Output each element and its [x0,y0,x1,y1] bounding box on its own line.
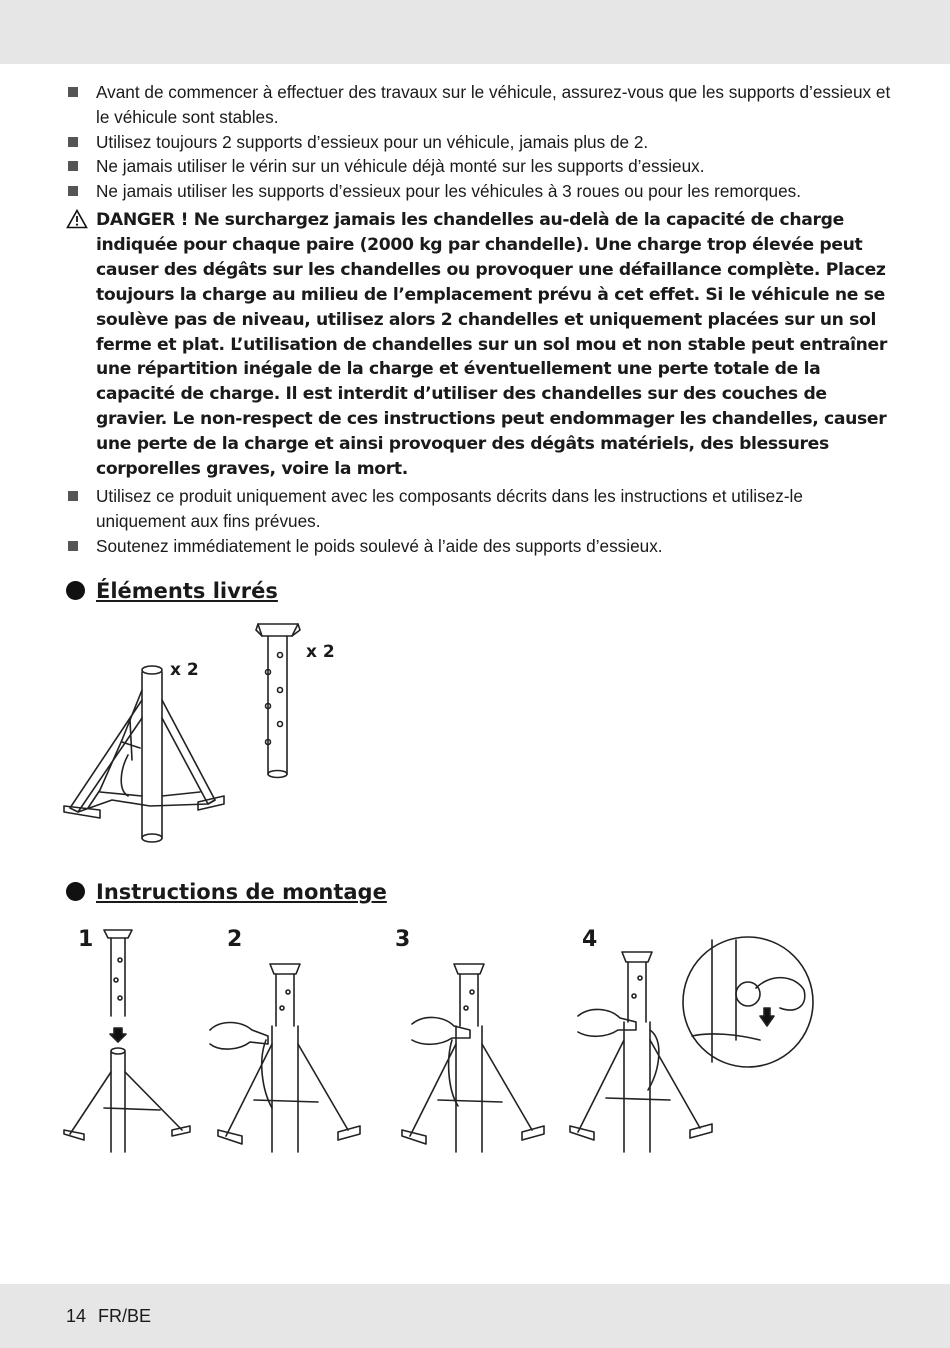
list-item: Ne jamais utiliser les supports d’essieux pour les véhicules à 3 roues ou pour les remorques. [66,179,896,204]
step-number-3: 3 [395,927,411,952]
list-item: Soutenez immédiatement le poids soulevé à l’aide des supports d’essieux. [66,534,896,559]
step-number-4: 4 [582,927,598,952]
list-item: Utilisez toujours 2 supports d’essieux pour un véhicule, jamais plus de 2. [66,130,896,155]
page-number: 14 [66,1306,87,1326]
section-title-assembly: Instructions de montage [66,880,387,904]
step-1-illustration [64,930,190,1152]
axle-stand-base-illustration [64,666,224,842]
column-quantity: x 2 [306,642,335,662]
danger-warning: DANGER ! Ne surchargez jamais les chandelles au-delà de la capacité de charge indiquée pour chaque paire (2000 kg par chandelle). Une charge trop élevée peut causer des dégâts sur les chandelles ou provoquer une défaillance complète. Placez toujours la charge au milieu de l’emplacement prévu à cet effet. Si le véhicule ne se soulève pas de niveau, utilisez alors 2 chandelles et uniquement placées sur un sol ferme et plat. L’utilisation de chandelles sur un sol mou et non stable peut entraîner une répartition inégale de la charge et éventuellement une perte totale de la capacité de charge. Il est interdit d’utiliser des chandelles sur des couches de gravier. Le non-respect de ces instructions peut endommager les chandelles, causer une perte de la charge et ainsi provoquer des dégâts matériels, des blessures corporelles graves, voire la mort. [66,208,896,482]
step-2-illustration [210,964,360,1152]
section-title-delivered: Éléments livrés [66,579,278,603]
step-number-1: 1 [78,927,94,952]
list-item: Avant de commencer à effectuer des travaux sur le véhicule, assurez-vous que les supports d’essieux et le véhicule sont stables. [66,80,896,130]
column-illustration [256,624,300,778]
page-footer [66,1306,163,1327]
list-item: Ne jamais utiliser le vérin sur un véhicule déjà monté sur les supports d’essieux. [66,154,896,179]
arrow-down-icon [760,1008,774,1026]
step-number-2: 2 [227,927,243,952]
arrow-down-icon [110,1028,126,1042]
language-code: FR/BE [98,1306,152,1326]
list-item: Utilisez ce produit uniquement avec les composants décrits dans les instructions et utilisez-le uniquement aux fins prévues. [66,484,896,534]
stand-quantity: x 2 [170,660,199,680]
step-3-illustration [402,964,544,1152]
step-4-illustration [570,937,813,1152]
